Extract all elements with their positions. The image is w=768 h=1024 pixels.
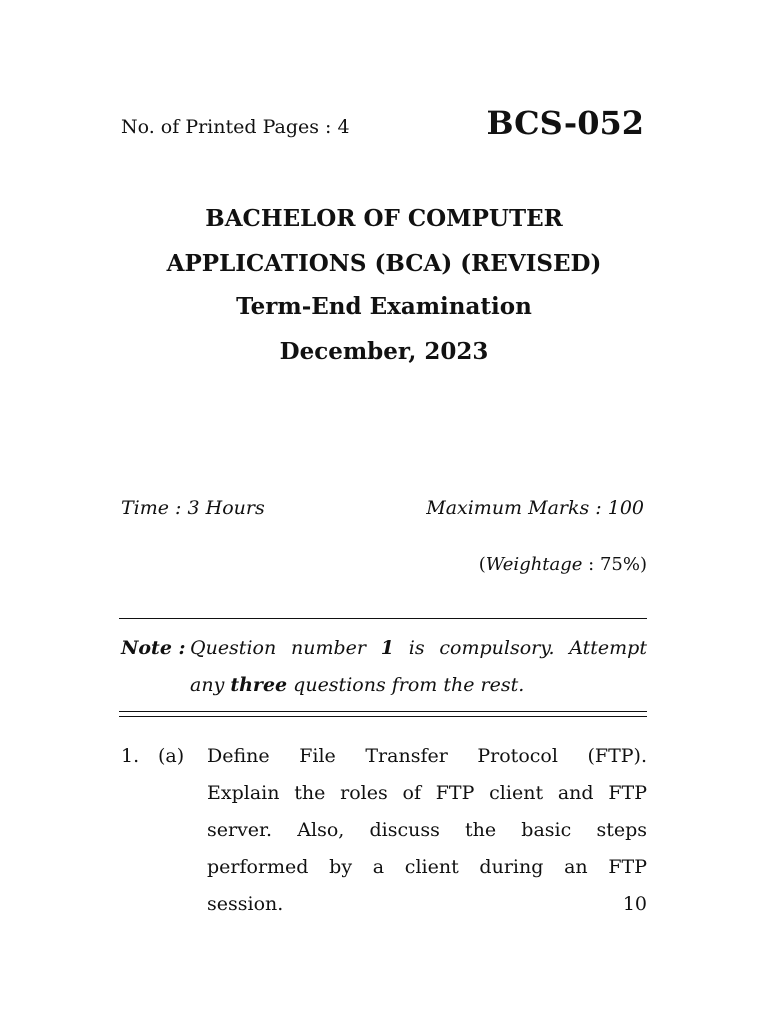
- question-marks: 10: [622, 893, 647, 915]
- weightage: [479, 554, 647, 575]
- double-divider-bottom: [119, 716, 647, 717]
- double-divider-top: [119, 711, 647, 712]
- question-part: (a): [158, 745, 185, 767]
- weightage-value: : 75%): [582, 554, 647, 575]
- exam-title-line-2: APPLICATIONS (BCA) (REVISED): [166, 250, 602, 277]
- note-line-2: [190, 674, 524, 696]
- note-question-number: 1: [380, 637, 394, 659]
- note-line-1: [190, 637, 647, 659]
- note-text-d: questions from the rest.: [287, 674, 525, 696]
- note-text-a: Question number: [190, 637, 381, 659]
- note-text-b: is compulsory. Attempt: [393, 637, 647, 659]
- maximum-marks: Maximum Marks : 100: [426, 497, 644, 519]
- question-text-line: performed by a client during an FTP: [207, 856, 647, 878]
- note-three: three: [230, 674, 288, 696]
- note-text-c: any: [190, 674, 231, 696]
- exam-duration: Time : 3 Hours: [121, 497, 265, 519]
- divider-line: [119, 618, 647, 619]
- question-text-line: Define File Transfer Protocol (FTP).: [207, 745, 647, 767]
- weightage-open: (: [478, 554, 486, 575]
- weightage-label: Weightage: [485, 554, 583, 575]
- question-text-line: server. Also, discuss the basic steps: [207, 819, 647, 841]
- question-number: 1.: [121, 745, 140, 767]
- note-label: Note :: [121, 637, 186, 659]
- exam-date: December, 2023: [279, 338, 489, 365]
- exam-type: Term-End Examination: [236, 293, 532, 320]
- exam-title-line-1: BACHELOR OF COMPUTER: [205, 205, 563, 232]
- question-text-line: session.: [207, 893, 284, 915]
- course-code: BCS-052: [486, 104, 644, 142]
- printed-pages-count: No. of Printed Pages : 4: [121, 116, 350, 138]
- question-text-line: Explain the roles of FTP client and FTP: [207, 782, 647, 804]
